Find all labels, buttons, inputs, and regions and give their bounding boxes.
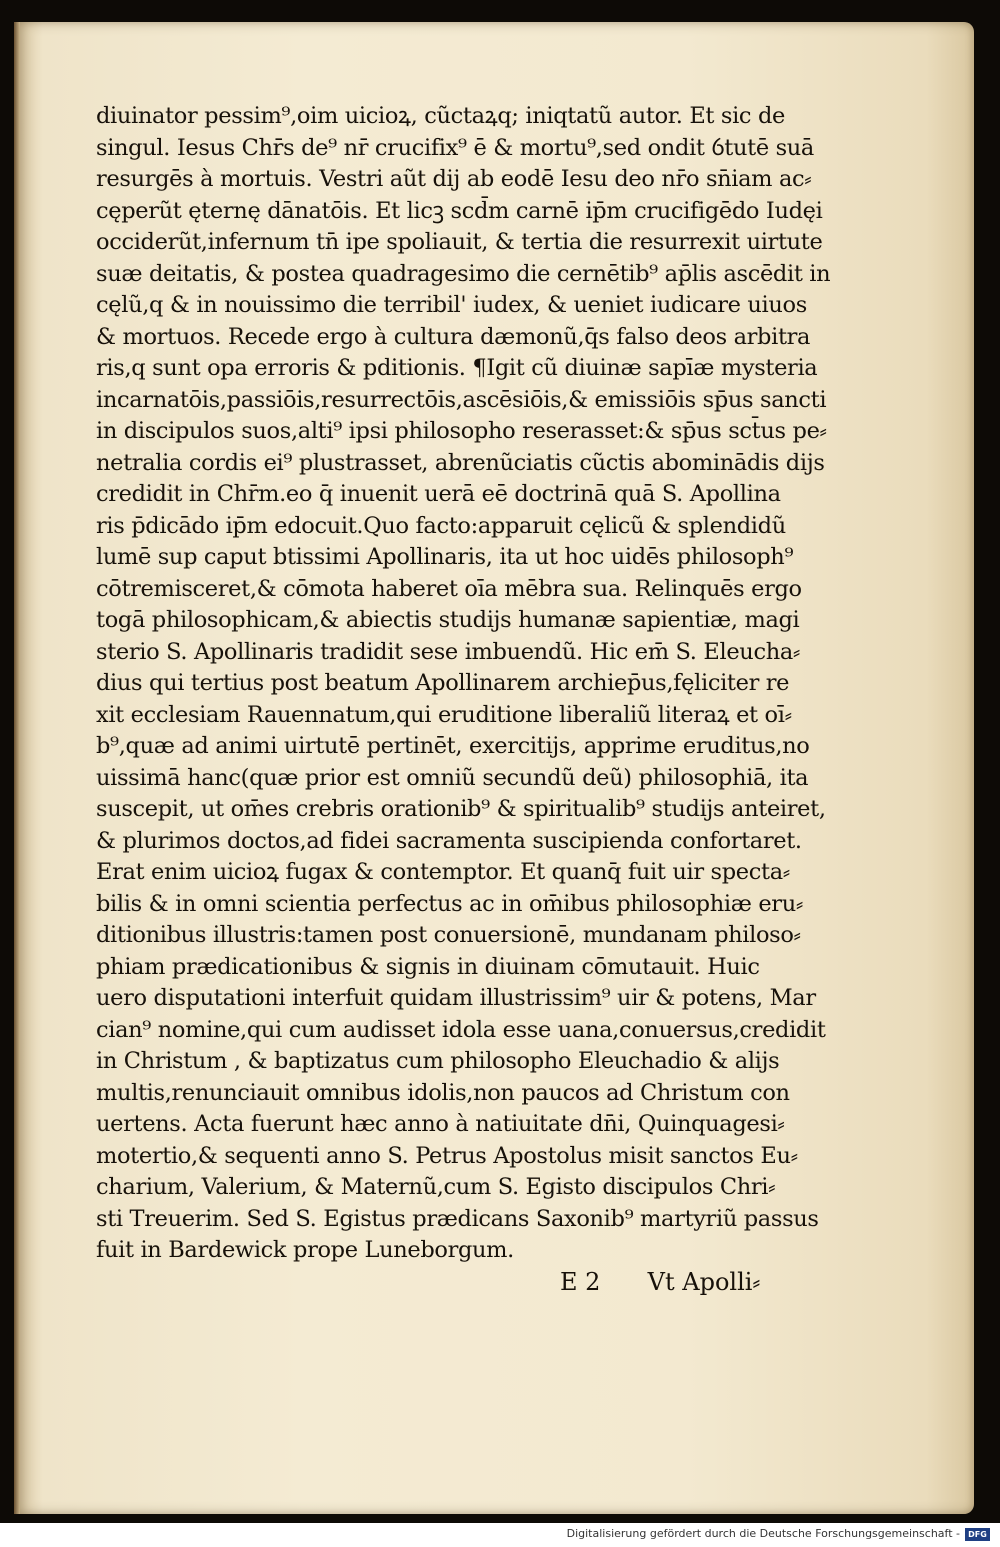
text-line: suscepit, ut om̄es crebris orationib⁹ & spiritualib⁹ studijs anteiret,: [96, 796, 826, 822]
credit-bar: [0, 1523, 1000, 1547]
text-line: b⁹,quæ ad animi uirtutē pertinēt, exercitijs, apprime eruditus,no: [96, 733, 810, 759]
text-line: phiam prædicationibus & signis in diuinam cōmutauit. Huic: [96, 953, 760, 980]
text-line: resurgēs à mortuis. Vestri aũt dij ab eodē Iesu deo nr̄o sn̄iam ac⸗: [96, 166, 812, 192]
text-line: cōtremisceret,& cōmota haberet oīa mēbra sua. Relinquēs ergo: [96, 575, 802, 602]
text-line: togā philosophicam,& abiectis studijs humanæ sapientiæ, magi: [96, 607, 800, 633]
page-gutter-edge: [14, 22, 20, 1514]
text-line: sterio S. Apollinaris tradidit sese imbuendũ. Hic em̄ S. Eleucha⸗: [96, 638, 801, 665]
text-line: uero disputationi interfuit quidam illustrissim⁹ uir & potens, Mar: [96, 985, 816, 1011]
text-line: ris p̄dicādo ip̄m edocuit.Quo facto:apparuit cęlicũ & splendidũ: [96, 512, 786, 539]
text-line: dius qui tertius post beatum Apollinarem archiep̄us,fęliciter re: [96, 670, 790, 696]
text-line: ris,q sunt opa erroris & pditionis. ¶Igit cũ diuinæ sapīæ mysteria: [96, 355, 818, 381]
text-line: credidit in Chr̄m.eo q̄ inuenit uerā eē doctrinā quā S. Apollina: [96, 481, 781, 507]
text-line: cian⁹ nomine,qui cum audisset idola esse uana,conuersus,credidit: [96, 1016, 826, 1043]
text-line: & mortuos. Recede ergo à cultura dæmonũ,q̄s falso deos arbitra: [96, 323, 811, 350]
text-line: charium, Valerium, & Maternũ,cum S. Egisto discipulos Chri⸗: [96, 1174, 776, 1200]
catchword: Vt Apolli⸗: [647, 1268, 761, 1296]
text-line: netralia cordis ei⁹ plustrasset, abrenũciatis cũctis abominādis dijs: [96, 449, 825, 476]
body-text: [96, 101, 856, 1267]
dfg-logo-icon: DFG: [965, 1528, 990, 1541]
text-line: singul. Iesus Chr̄s de⁹ nr̄ crucifix⁹ ē & mortu⁹,sed ondit ỽtutē suā: [96, 134, 814, 161]
text-line: ditionibus illustris:tamen post conuersionē, mundanam philoso⸗: [96, 922, 801, 948]
text-line: motertio,& sequenti anno S. Petrus Apostolus misit sanctos Eu⸗: [96, 1142, 798, 1169]
text-line: incarnatōis,passiōis,resurrectōis,ascēsiōis,& emissiōis sp̄us sancti: [96, 386, 827, 413]
book-page: [14, 22, 974, 1514]
text-line: xit ecclesiam Rauennatum,qui eruditione liberaliũ literaꝝ et oī⸗: [96, 701, 792, 728]
text-line: in discipulos suos,alti⁹ ipsi philosopho reserasset:& sp̄us sct̄us pe⸗: [96, 418, 827, 444]
text-line: uissimā hanc(quæ prior est omniũ secundũ deũ) philosophiā, ita: [96, 764, 809, 791]
text-line: lumē sup caput btissimi Apollinaris, ita ut hoc uidēs philosoph⁹: [96, 544, 794, 570]
page-foot: [560, 1268, 860, 1297]
text-line: in Christum , & baptizatus cum philosopho Eleuchadio & alijs: [96, 1048, 780, 1074]
text-line: sti Treuerim. Sed S. Egistus prædicans Saxonib⁹ martyriũ passus: [96, 1205, 819, 1232]
text-line: & plurimos doctos,ad fidei sacramenta suscipienda confortaret.: [96, 827, 802, 854]
funding-credit: Digitalisierung gefördert durch die Deutsche Forschungsgemeinschaft -: [566, 1527, 960, 1540]
text-line: multis,renunciauit omnibus idolis,non paucos ad Christum con: [96, 1079, 790, 1106]
text-line: diuinator pessim⁹,oim uicioꝝ, cũctaꝝq; iniqtatũ autor. Et sic de: [96, 103, 786, 129]
text-line: uertens. Acta fuerunt hæc anno à natiuitate dn̄i, Quinquagesi⸗: [96, 1111, 785, 1137]
signature-mark: E 2: [560, 1268, 601, 1296]
text-line: fuit in Bardewick prope Luneborgum.: [96, 1237, 514, 1263]
text-line: bilis & in omni scientia perfectus ac in om̄ibus philosophiæ eru⸗: [96, 890, 803, 917]
text-line: cęperũt ęternę dānatōis. Et licꝫ scd̄m carnē ip̄m crucifigēdo Iudęi: [96, 197, 823, 224]
text-line: occiderũt,infernum tn̄ ipe spoliauit, & tertia die resurrexit uirtute: [96, 229, 823, 255]
text-line: Erat enim uicioꝝ fugax & contemptor. Et quanq̄ fuit uir specta⸗: [96, 859, 790, 885]
text-line: suæ deitatis, & postea quadragesimo die cernētib⁹ ap̄lis ascēdit in: [96, 260, 831, 287]
text-line: cęlũ,q & in nouissimo die terribil' iudex, & ueniet iudicare uiuos: [96, 292, 807, 318]
